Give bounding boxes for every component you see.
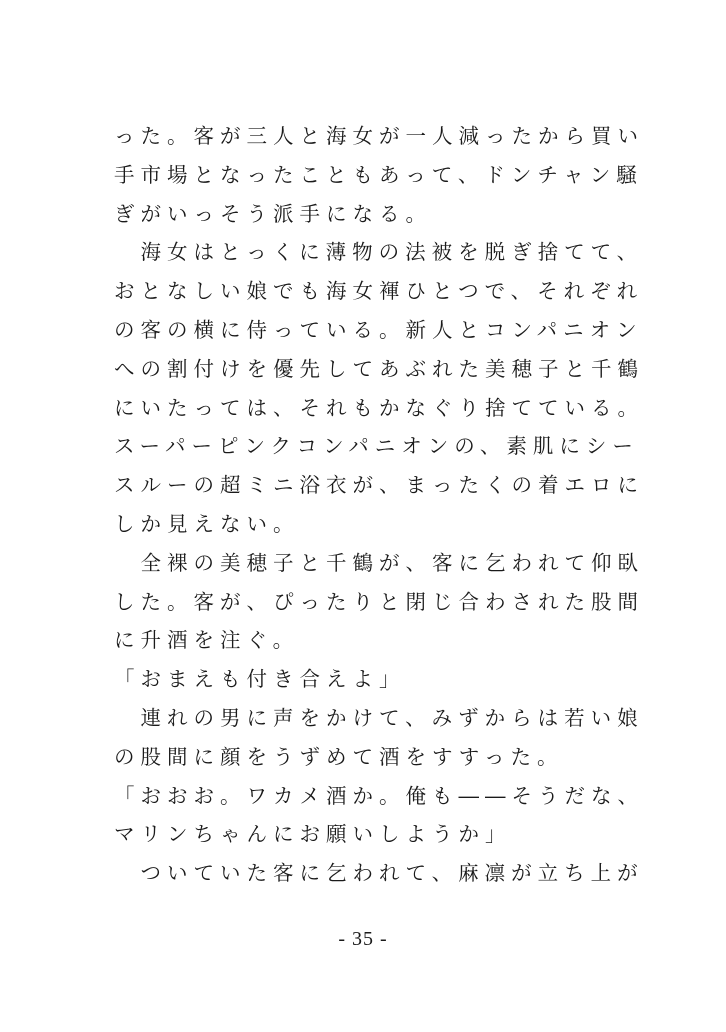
text-line-7: への割付けを優先してあぶれた美穂子と千鶴: [114, 356, 644, 381]
text-line-6: の客の横に侍っている。新人とコンパニオン: [114, 317, 643, 342]
text-line-5: おとなしい娘でも海女褌ひとつで、それぞれ: [114, 279, 644, 304]
body-text: [114, 117, 644, 893]
text-line-11: しか見えない。: [114, 511, 300, 536]
page-number: - 35 -: [338, 928, 388, 950]
text-line-12: 全裸の美穂子と千鶴が、客に乞われて仰臥: [114, 550, 644, 575]
text-line-13: した。客が、ぴったりと閉じ合わされた股間: [114, 589, 644, 614]
text-line-18: 「おおお。ワカメ酒か。俺も――そうだな、: [114, 783, 644, 808]
text-line-10: スルーの超ミニ浴衣が、まったくの着エロに: [114, 473, 644, 498]
text-line-3: ぎがいっそう派手になる。: [114, 201, 432, 226]
text-line-16: 連れの男に声をかけて、みずからは若い娘: [114, 705, 644, 730]
text-line-1: った。客が三人と海女が一人減ったから買い: [114, 124, 644, 148]
text-line-9: スーパーピンクコンパニオンの、素肌にシー: [114, 434, 639, 459]
text-line-19: マリンちゃんにお願いしようか」: [114, 822, 512, 847]
text-line-17: の股間に顔をうずめて酒をすすった。: [114, 744, 564, 769]
text-line-20: ついていた客に乞われて、麻凛が立ち上が: [114, 861, 644, 886]
text-line-15: 「おまえも付き合えよ」: [114, 667, 406, 692]
text-line-8: にいたっては、それもかなぐり捨てている。: [114, 395, 644, 420]
text-line-14: に升酒を注ぐ。: [114, 628, 300, 653]
text-line-4: 海女はとっくに薄物の法被を脱ぎ捨てて、: [114, 240, 644, 265]
text-line-2: 手市場となったこともあって、ドンチャン騒: [114, 162, 643, 187]
